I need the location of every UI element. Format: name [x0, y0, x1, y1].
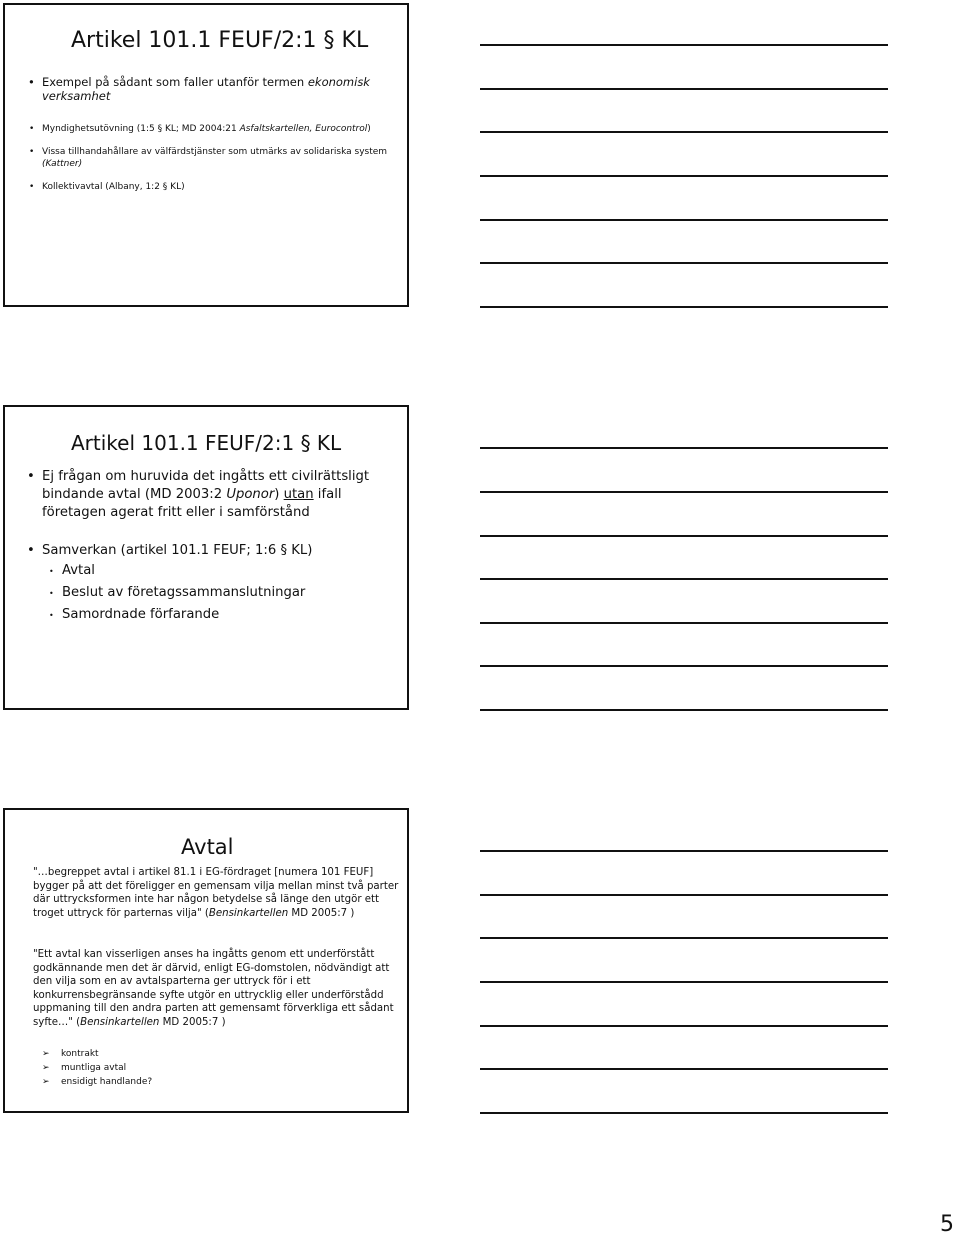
note-line	[480, 1112, 888, 1114]
slide-2-sub-bullet: • Samordnade förfarande	[62, 604, 397, 626]
bullet-text: ifall företagen agerat fritt eller i samförstånd	[42, 487, 342, 520]
slide-2-sub-list	[42, 560, 397, 626]
arrow-bullet-icon: ➢	[42, 1063, 50, 1073]
slide-3-title: Avtal	[181, 835, 234, 859]
arrow-bullet-icon: ➢	[42, 1077, 50, 1087]
checklist-item	[42, 1075, 152, 1089]
slide-2	[3, 405, 409, 710]
quote-2	[33, 948, 405, 1029]
note-line	[480, 131, 888, 133]
slide-1-sub-bullet	[42, 146, 402, 170]
checklist	[42, 1047, 152, 1089]
slide-1-main-list	[42, 75, 402, 103]
note-line	[480, 665, 888, 667]
slide-1-title: Artikel 101.1 FEUF/2:1 § KL	[71, 28, 369, 53]
note-line	[480, 535, 888, 537]
note-line	[480, 1068, 888, 1070]
slide-1-main-bullet	[42, 75, 402, 103]
bullet-text: Samverkan (artikel 101.1 FEUF; 1:6 § KL)	[42, 543, 313, 558]
slide-2-sub-bullet: • Avtal	[62, 560, 397, 582]
sub-bullet-text: Myndighetsutövning (1:5 § KL; MD 2004:21	[42, 124, 240, 134]
note-line	[480, 219, 888, 221]
slide-2-sub-bullet: • Beslut av företagssammanslutningar	[62, 582, 397, 604]
note-line	[480, 447, 888, 449]
slide-1-sub-bullet	[42, 181, 402, 193]
page-number: 5	[940, 1212, 954, 1237]
arrow-bullet-icon: ➢	[42, 1049, 50, 1059]
slide-1	[3, 3, 409, 307]
checklist-label: muntliga avtal	[61, 1063, 127, 1073]
quote-text: "Ett avtal kan visserligen anses ha ingåtts genom ett underförstått godkännande men det är därvid, enligt EG-domstolen, nödvändigt att den vilja som en av avtalsparterna ger uttryck för i ett konkurrensbegränsande syfte utgör en uttrycklig eller underförstådd uppmaning till den andra parten att gemensamt förverkliga ett sådant syfte…" (	[33, 949, 394, 1028]
slide-2-bullet-1	[42, 468, 397, 522]
quote-1	[33, 866, 405, 920]
sub-bullet-text-end: )	[367, 124, 371, 134]
quote-text: MD 2005:7 )	[288, 907, 355, 919]
checklist-label: ensidigt handlande?	[61, 1077, 153, 1087]
checklist-item	[42, 1061, 152, 1075]
sub-bullet-text: Kollektivavtal (Albany, 1:2 § KL)	[42, 182, 185, 192]
main-bullet-text: Exempel på sådant som faller utanför termen	[42, 75, 308, 89]
slide-2-bullet-2	[42, 542, 397, 626]
note-line	[480, 44, 888, 46]
quote-text: MD 2005:7 )	[159, 1016, 226, 1028]
note-line	[480, 937, 888, 939]
bullet-text: Ej frågan om huruvida det ingåtts ett civilrättsligt bindande avtal (MD 2003:2	[42, 469, 370, 502]
bullet-text: )	[274, 487, 284, 502]
sub-bullet-italic: (Kattner)	[42, 159, 83, 169]
note-line	[480, 262, 888, 264]
bullet-italic: Uponor	[226, 487, 275, 502]
slide-1-sub-list	[42, 123, 402, 204]
quote-italic: Bensinkartellen	[80, 1016, 160, 1028]
note-line	[480, 850, 888, 852]
note-line	[480, 306, 888, 308]
note-line	[480, 709, 888, 711]
slide-2-title: Artikel 101.1 FEUF/2:1 § KL	[71, 431, 342, 455]
note-line	[480, 622, 888, 624]
main-bullet-italic: ekonomisk verksamhet	[42, 75, 370, 103]
sub-bullet-text: Vissa tillhandahållare av välfärdstjänster som utmärks av solidariska system	[42, 147, 388, 157]
slide-2-main-list	[42, 468, 397, 646]
quote-italic: Bensinkartellen	[208, 907, 289, 919]
note-line	[480, 175, 888, 177]
checklist-item	[42, 1047, 152, 1061]
note-line	[480, 578, 888, 580]
checklist-label: kontrakt	[61, 1049, 99, 1059]
note-line	[480, 894, 888, 896]
quote-text: "…begreppet avtal i artikel 81.1 i EG-fördraget [numera 101 FEUF] bygger på att det föreligger en gemensam vilja mellan minst två parter där uttrycksformen inte har någon betydelse så länge den utgör ett troget uttryck för parternas vilja" (	[33, 867, 399, 919]
note-line	[480, 491, 888, 493]
slide-3	[3, 808, 409, 1113]
note-line	[480, 981, 888, 983]
bullet-underlined: utan	[283, 487, 314, 502]
note-line	[480, 88, 888, 90]
sub-bullet-italic: Asfaltskartellen, Eurocontrol	[239, 124, 368, 134]
slide-1-sub-bullet	[42, 123, 402, 135]
note-line	[480, 1025, 888, 1027]
